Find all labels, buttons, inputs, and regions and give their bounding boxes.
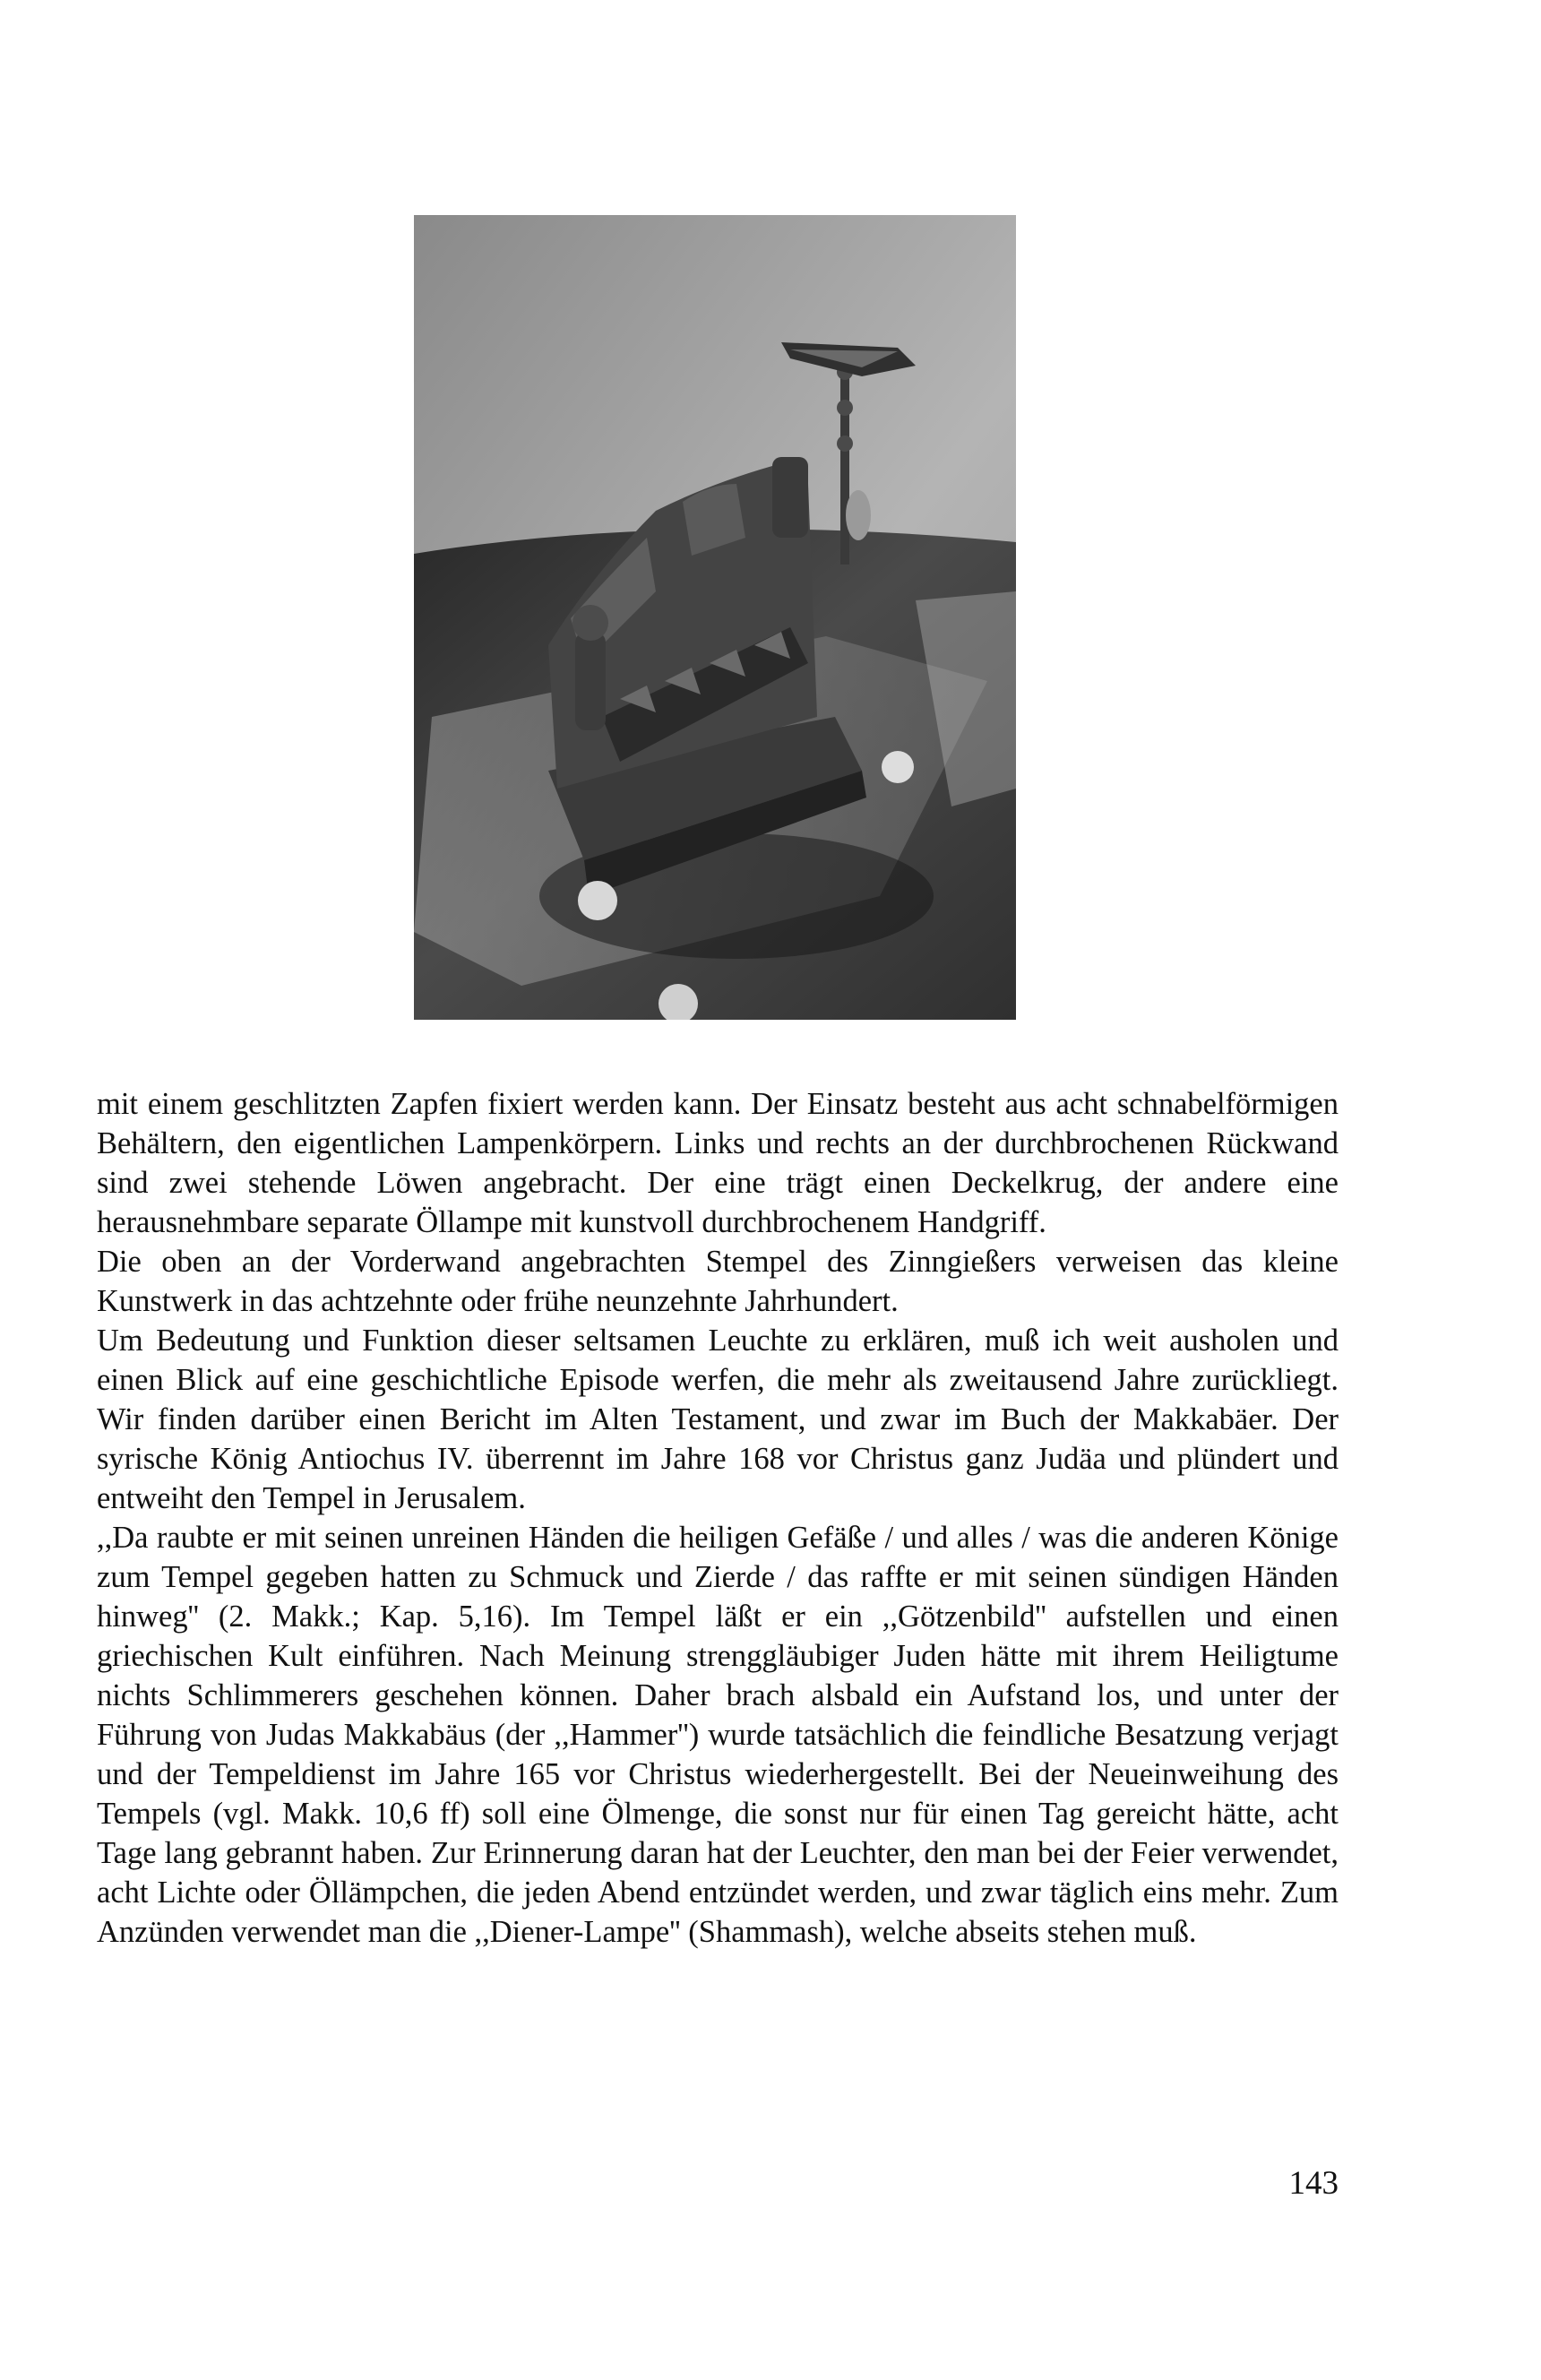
paragraph: Die oben an der Vorderwand angebrachten Stempel des Zinngießers verweisen das kleine Kunstwerk in das achtzehnte oder frühe neunzehnte Jahrhundert. (97, 1245, 1339, 1318)
page-number: 143 (1288, 2165, 1339, 2202)
hanukkah-lamp-photograph (414, 215, 1016, 1020)
paragraph: mit einem geschlitzten Zapfen fixiert werden kann. Der Einsatz besteht aus acht schnabelförmigen Behältern, den eigentlichen Lampenkörpern. Links und rechts an der durchbrochenen Rückwand sind zwei stehende Löwen angebracht. Der eine trägt einen Deckelkrug, der andere eine herausnehmbare separate Öllampe mit kunstvoll durchbrochenem Handgriff. (97, 1087, 1339, 1239)
body-text (97, 1084, 1339, 1952)
paragraph: ,,Da raubte er mit seinen unreinen Händen die heiligen Gefäße / und alles / was die anderen Könige zum Tempel gegeben hatten zu Schmuck und Zierde / das raffte er mit seinen sündigen Händen hinweg'' (2. Makk.; Kap. 5,16). Im Tempel läßt er ein ,,Götzenbild'' aufstellen und einen griechischen Kult einführen. Nach Meinung strenggläubiger Juden hätte mit ihrem Heiligtume nichts Schlimmerers geschehen können. Daher brach alsbald ein Aufstand los, und unter der Führung von Judas Makkabäus (der ,,Hammer'') wurde tatsächlich die feindliche Besatzung verjagt und der Tempeldienst im Jahre 165 vor Christus wiederhergestellt. Bei der Neueinweihung des Tempels (vgl. Makk. 10,6 ff) soll eine Ölmenge, die sonst nur für einen Tag gereicht hätte, acht Tage lang gebrannt haben. Zur Erinnerung daran hat der Leuchter, den man bei der Feier verwendet, acht Lichte oder Öllämpchen, die jeden Abend entzündet werden, und zwar täglich eins mehr. Zum Anzünden verwendet man die ,,Diener-Lampe'' (Shammash), welche abseits stehen muß. (97, 1521, 1339, 1949)
photograph-drawing (414, 215, 1016, 1020)
paragraph: Um Bedeutung und Funktion dieser seltsamen Leuchte zu erklären, muß ich weit ausholen und einen Blick auf eine geschichtliche Episode werfen, die mehr als zweitausend Jahre zurückliegt. Wir finden darüber einen Bericht im Alten Testament, und zwar im Buch der Makkabäer. Der syrische König Antiochus IV. überrennt im Jahre 168 vor Christus ganz Judäa und plündert und entweiht den Tempel in Jerusalem. (97, 1324, 1339, 1515)
